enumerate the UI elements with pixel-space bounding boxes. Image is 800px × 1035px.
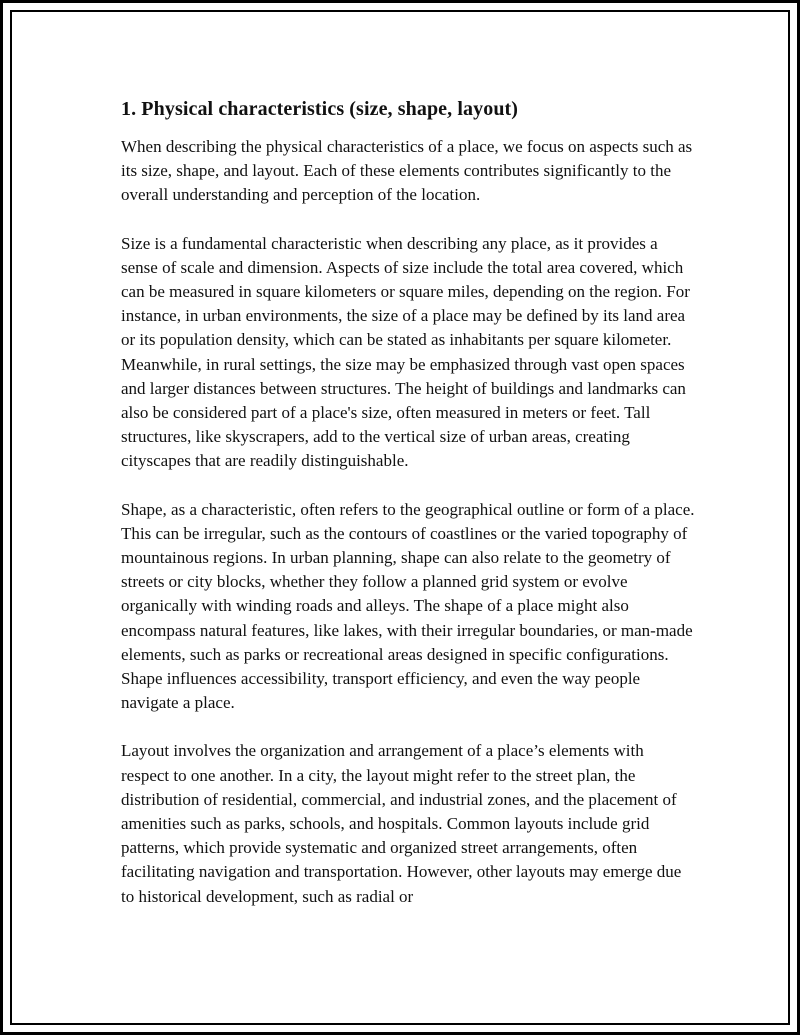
paragraph-shape: Shape, as a characteristic, often refers to the geographical outline or form of a place. This can be irregular, such as the contours of coastlines or the varied topography of mountainous regions. In urban planning, shape can also relate to the geometry of streets or city blocks, whether they follow a planned grid system or evolve organically with winding roads and alleys. The shape of a place might also encompass natural features, like lakes, with their irregular boundaries, or man-made elements, such as parks or recreational areas designed in specific configurations. Shape influences accessibility, transport efficiency, and even the way people navigate a place. [121,499,695,713]
paragraph-size: Size is a fundamental characteristic when describing any place, as it provides a sense of scale and dimension. Aspects of size include the total area covered, which can be measured in square kilometers or square miles, depending on the region. For instance, in urban environments, the size of a place may be defined by its land area or its population density, which can be stated as inhabitants per square kilometer. Meanwhile, in rural settings, the size may be emphasized through vast open spaces and larger distances between structures. The height of buildings and landmarks can also be considered part of a place's size, often measured in meters or feet. Tall structures, like skyscrapers, add to the vertical size of urban areas, creating cityscapes that are readily distinguishable. [121,233,690,471]
paragraph-intro: When describing the physical characteristics of a place, we focus on aspects such as its size, shape, and layout. Each of these elements contributes significantly to the overall understanding and perception of the location. [121,137,693,205]
paragraph-layout: Layout involves the organization and arrangement of a place’s elements with respect to one another. In a city, the layout might refer to the street plan, the distribution of residential, commercial, and industrial zones, and the placement of amenities such as parks, schools, and hospitals. Common layouts include grid patterns, which provide systematic and organized street arrangements, often facilitating navigation and transportation. However, other layouts may emerge due to historical development, such as radial or [121,741,682,906]
section-heading: 1. Physical characteristics (size, shape, layout) [121,98,519,120]
document-body [121,95,696,933]
